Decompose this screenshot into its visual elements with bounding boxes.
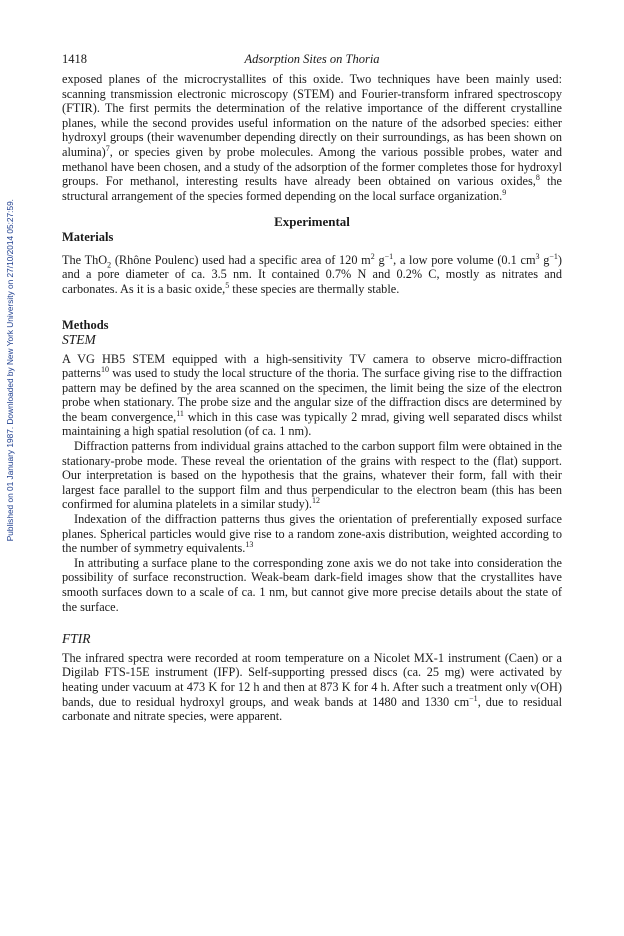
ftir-paragraph: The infrared spectra were recorded at room temperature on a Nicolet MX-1 instrument (Caen) or a Digilab FTS-15E instrument (IFP). Self-supporting pressed discs (ca. 25 mg) were activated by heating under vacuum at 473 K for 12 h and then at 873 K for 4 h. After such a treatment only ν(OH) bands, due to residual hydroxyl groups, and weak bands at 1480 and 1330 $cm^{-1}$, due to residual carbonate and nitrate species, were apparent. <box>62 650 563 724</box>
ref-12: 12 <box>311 496 320 506</box>
ref-8: 8 <box>535 173 540 183</box>
ref-11: 11 <box>176 408 184 418</box>
ref-13: 13 <box>245 540 254 550</box>
page-number: 1418 <box>62 52 87 66</box>
article-body <box>62 72 562 724</box>
stem-paragraph-2: Diffraction patterns from individual grains attached to the carbon support film were obtained in the stationary-probe mode. These reveal the orientation of the grains with respect to the (flat) support. Our interpretation is based on the hypothesis that the grains, whatever their form, fall with their largest face parallel to the support film and thus perpendicular to the electron beam (this has been confirmed for alumina platelets in a similar study).$^{12}$ <box>62 439 562 512</box>
stem-paragraph-4: In attributing a surface plane to the corresponding zone axis we do not take into consideration the possibility of surface reconstruction. Weak-beam dark-field images show that the crystallites have smooth surfaces down to a scale of ca. 1 nm, but cannot give more precise details about the state of the surface. <box>62 555 562 614</box>
publication-side-note <box>2 150 18 590</box>
ref-10: 10 <box>100 365 109 374</box>
running-title: Adsorption Sites on Thoria <box>244 52 380 66</box>
ref-7: 7 <box>105 143 110 153</box>
ref-5: 5 <box>225 280 230 290</box>
experimental-heading: Experimental <box>274 214 350 230</box>
side-note-link[interactable]: Published on 01 January 1987. Downloaded by New York University on 27/10/2014 05:27:59. <box>5 198 15 542</box>
ftir-heading: FTIR <box>62 631 91 647</box>
stem-heading: STEM <box>62 331 96 347</box>
materials-paragraph: The ThO$_2$ (Rhône Poulenc) used had a specific area of 120 $m^2$ $g^{-1}$, a low pore volume (0.1 $cm^3$ $g^{-1}$) and a pore diameter of ca. 3.5 nm. It contained 0.7% N and 0.2% C, mostly as nitrates and carbonates. As it is a basic oxide,$^5$ these species are thermally stable. <box>62 251 562 296</box>
materials-heading: Materials <box>62 229 114 244</box>
intro-paragraph: exposed planes of the microcrystallites of this oxide. Two techniques have been mainly used: scanning transmission electronic microscopy (STEM) and Fourier-transform infrared spectroscopy (FTIR). The first permits the determination of the relative importance of the different crystalline planes, while the second provides useful information on the nature of the adsorbed species: either hydroxyl groups (their wavenumber depending directly on their surroundings, as has been shown on alumina)$^7$, or species given by probe molecules. Among the various possible probes, water and methanol have been chosen, and a study of the adsorption of the former completes those for hydroxyl groups. For methanol, interesting results have already been obtained on various oxides,$^8$ the structural arrangement of the species formed depending on the local surface organization.$^9$ <box>62 72 562 203</box>
stem-paragraph-1: A VG HB5 STEM equipped with a high-sensitivity TV camera to observe micro-diffraction patterns$^{10}$ was used to study the local structure of the thoria. The surface giving rise to the diffraction pattern may be defined by the area scanned on the specimen, the limit being the size of the electron probe when stationary. The probe size and the angular size of the diffraction discs are determined by the beam convergence,$^{11}$ which in this case was typically 2 mrad, giving well separated discs whilst maintaining a high spatial resolution (of ca. 1 nm). <box>62 351 562 439</box>
page-header <box>62 52 562 68</box>
ref-9: 9 <box>502 187 507 197</box>
methods-heading: Methods <box>62 318 109 333</box>
stem-paragraph-3: Indexation of the diffraction patterns thus gives the orientation of preferentially exposed surface planes. Spherical particles would give rise to a random zone-axis distribution, weighted according to the number of symmetry equivalents.$^{13}$ <box>62 512 562 556</box>
